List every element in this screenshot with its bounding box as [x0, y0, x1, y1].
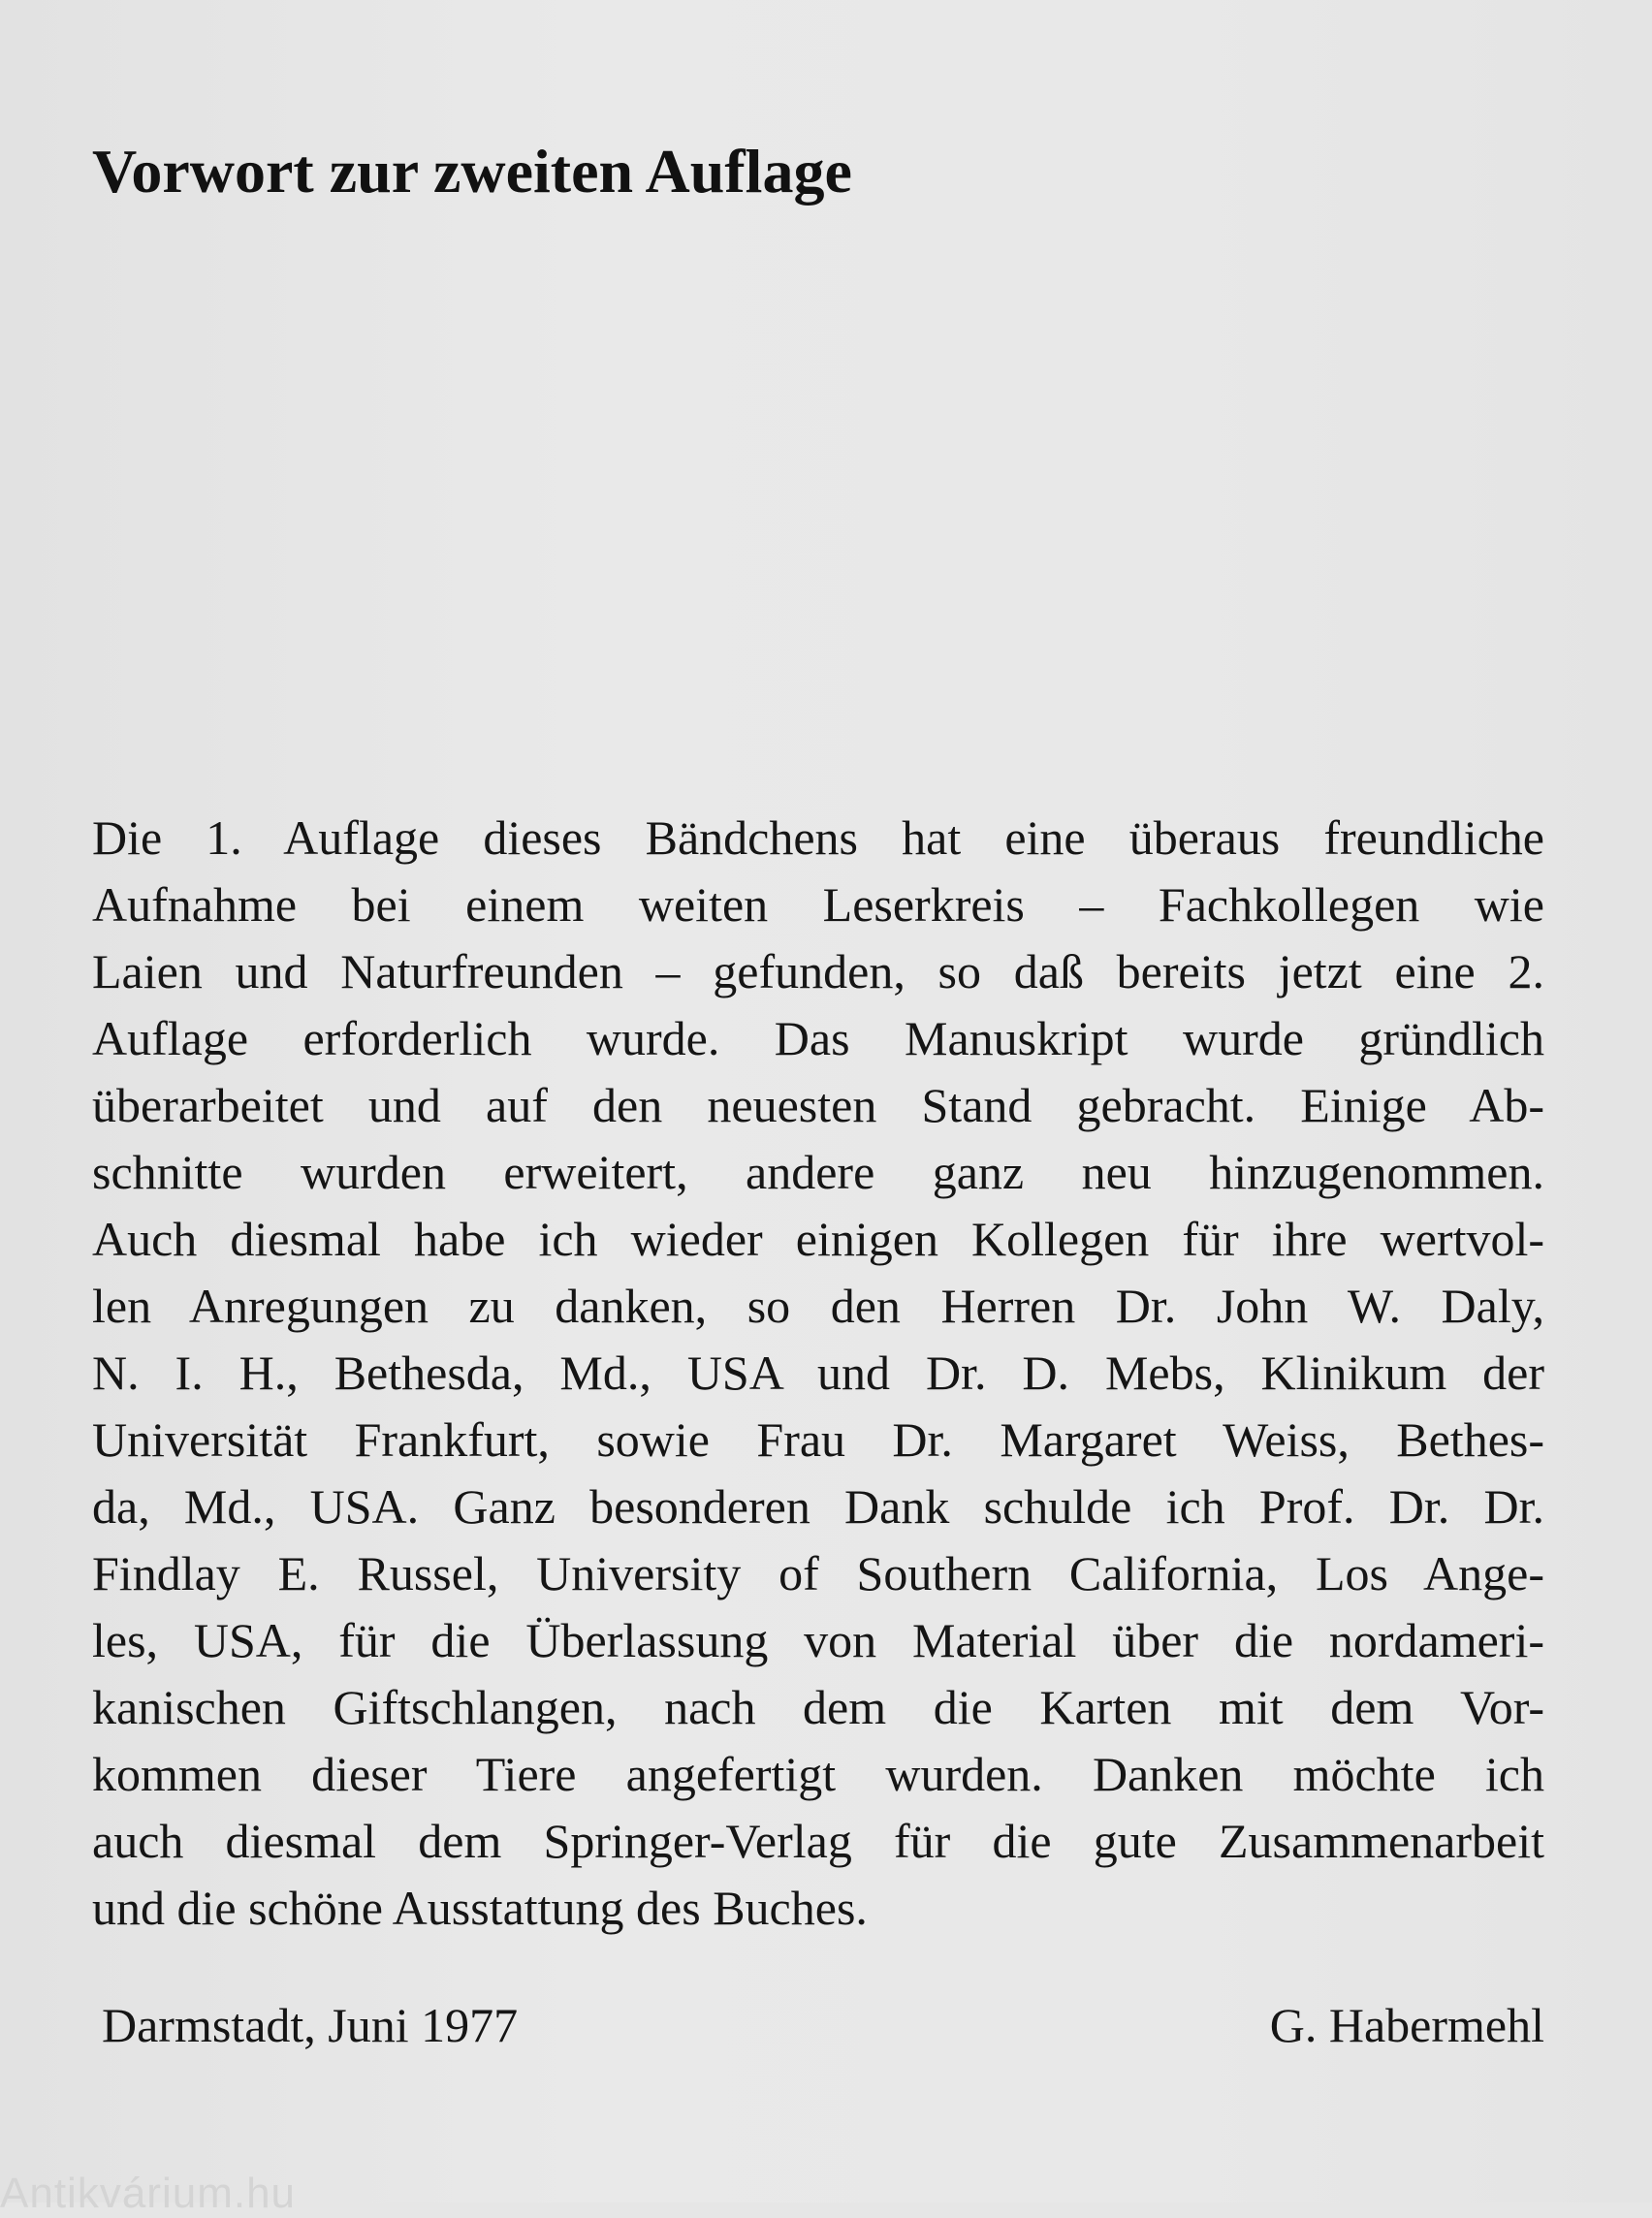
watermark: Antikvárium.hu — [0, 2170, 297, 2217]
page-heading: Vorwort zur zweiten Auflage — [92, 137, 852, 206]
signature-row — [102, 1991, 1544, 2059]
body-line: auch diesmal dem Springer-Verlag für die gute Zusammenarbeit — [92, 1814, 1544, 1868]
body-line: Auflage erforderlich wurde. Das Manuskript wurde gründlich — [92, 1011, 1544, 1065]
body-line: Auch diesmal habe ich wieder einigen Kollegen für ihre wertvol- — [92, 1212, 1544, 1266]
body-line: kommen dieser Tiere angefertigt wurden. Danken möchte ich — [92, 1747, 1544, 1801]
preface-body — [92, 805, 1544, 1942]
author-name: G. Habermehl — [1269, 1998, 1544, 2052]
body-line: überarbeitet und auf den neuesten Stand gebracht. Einige Ab- — [92, 1078, 1544, 1132]
body-line: Findlay E. Russel, University of Southern California, Los Ange- — [92, 1546, 1544, 1600]
body-line: kanischen Giftschlangen, nach dem die Karten mit dem Vor- — [92, 1680, 1544, 1734]
body-line: Universität Frankfurt, sowie Frau Dr. Margaret Weiss, Bethes- — [92, 1412, 1544, 1467]
body-line: les, USA, für die Überlassung von Material über die nordameri- — [92, 1613, 1544, 1667]
body-line: len Anregungen zu danken, so den Herren Dr. John W. Daly, — [92, 1279, 1544, 1333]
body-line: schnitte wurden erweitert, andere ganz neu hinzugenommen. — [92, 1145, 1544, 1199]
body-line: Die 1. Auflage dieses Bändchens hat eine überaus freundliche — [92, 810, 1544, 865]
place-date: Darmstadt, Juni 1977 — [102, 1998, 519, 2052]
body-line: Laien und Naturfreunden – gefunden, so daß bereits jetzt eine 2. — [92, 944, 1544, 998]
body-line-last: und die schöne Ausstattung des Buches. — [92, 1881, 868, 1935]
body-line: Aufnahme bei einem weiten Leserkreis – Fachkollegen wie — [92, 877, 1544, 932]
body-line: N. I. H., Bethesda, Md., USA und Dr. D. Mebs, Klinikum der — [92, 1346, 1544, 1400]
body-line: da, Md., USA. Ganz besonderen Dank schulde ich Prof. Dr. Dr. — [92, 1479, 1544, 1534]
